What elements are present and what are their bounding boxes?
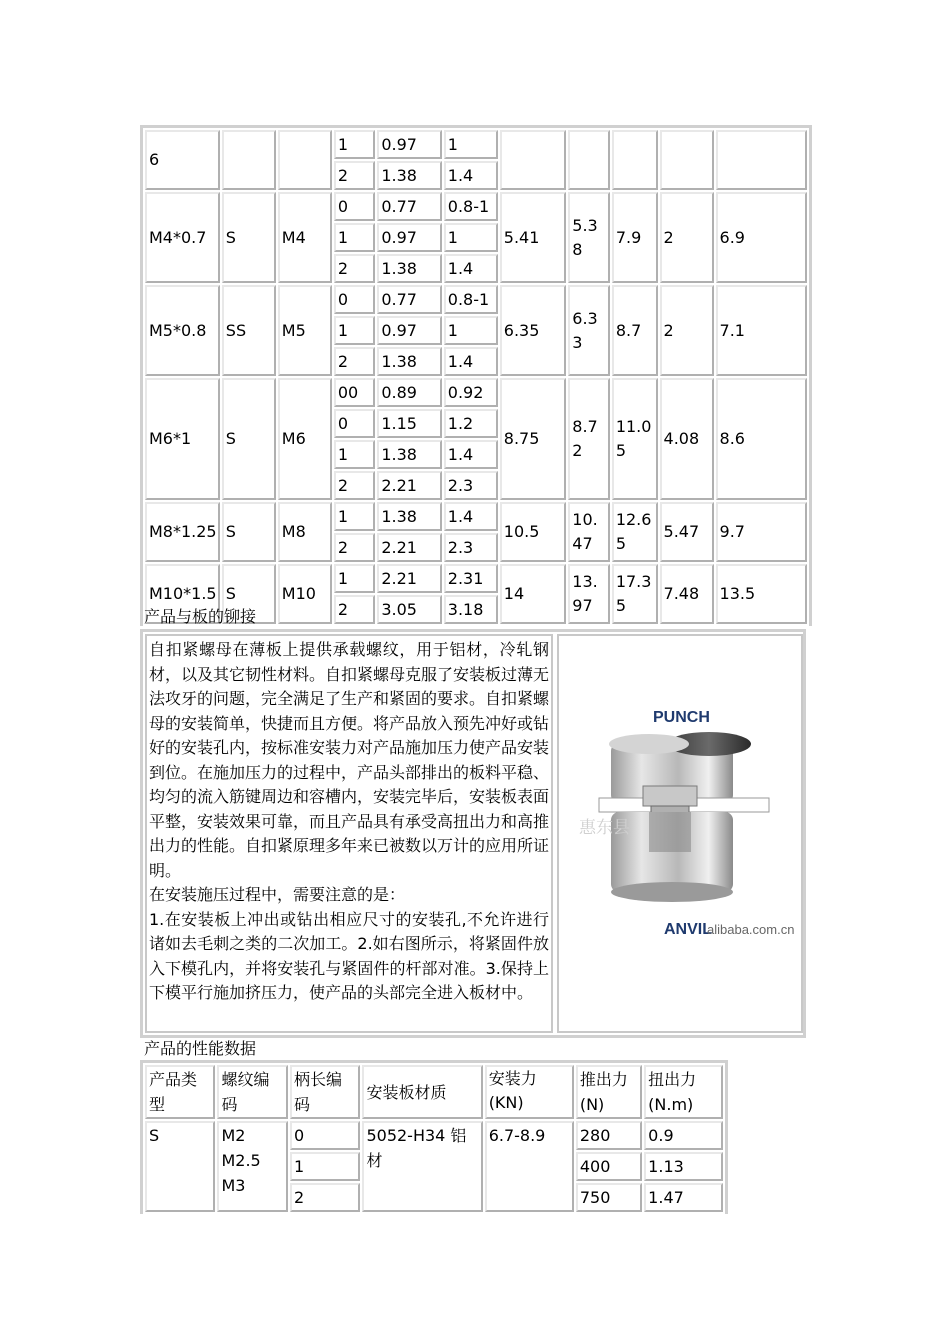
- sheet-thickness-cell: 0.97: [377, 316, 441, 345]
- torque-out-cell: 1.47: [644, 1183, 723, 1212]
- dimension-cell: 4.08: [660, 378, 714, 500]
- performance-row: [145, 1121, 723, 1150]
- header-cell: 螺纹编码: [217, 1065, 287, 1119]
- header-cell: 安装板材质: [362, 1065, 482, 1119]
- sheet-thickness-cell: 1.38: [377, 440, 441, 469]
- hole-size-cell: 1.4: [444, 440, 498, 469]
- caption-performance: 产品的性能数据: [144, 1039, 257, 1058]
- hole-size-cell: 1.4: [444, 254, 498, 283]
- torque-out-cell: 1.13: [644, 1152, 723, 1181]
- spec-table: [143, 128, 809, 626]
- shank-code-cell: 1: [334, 564, 376, 593]
- dimension-cell: [500, 130, 566, 190]
- sheet-thickness-cell: 0.77: [377, 285, 441, 314]
- riveting-description: [145, 634, 553, 1033]
- dimension-cell: 7.9: [612, 192, 658, 283]
- shank-code-cell: 1: [334, 130, 376, 159]
- shank-code-cell: 1: [334, 223, 376, 252]
- dimension-cell: [568, 130, 610, 190]
- code-cell: M8: [278, 502, 332, 562]
- header-cell: 扭出力(N.m): [644, 1065, 723, 1119]
- thread-spec-cell: M8*1.25: [145, 502, 220, 562]
- sheet-thickness-cell: 1.38: [377, 254, 441, 283]
- shank-code-cell: 0: [290, 1121, 360, 1150]
- push-out-cell: 280: [576, 1121, 642, 1150]
- hole-size-cell: 3.18: [444, 595, 498, 624]
- shank-code-cell: 2: [334, 161, 376, 190]
- install-force-cell: 6.7-8.9: [485, 1121, 574, 1212]
- sheet-thickness-cell: 3.05: [377, 595, 441, 624]
- code-cell: M10: [278, 564, 332, 624]
- sheet-thickness-cell: 2.21: [377, 471, 441, 500]
- type-cell: SS: [222, 285, 276, 376]
- spec-table-body: [145, 130, 807, 624]
- spec-table-wrapper: [140, 125, 812, 626]
- dimension-cell: 5.41: [500, 192, 566, 283]
- spec-row: [145, 285, 807, 314]
- dimension-cell: 17.35: [612, 564, 658, 624]
- watermark-chinese: 惠东县: [579, 818, 630, 837]
- shank-code-cell: 2: [334, 533, 376, 562]
- hole-size-cell: 1.4: [444, 161, 498, 190]
- dimension-cell: [716, 130, 807, 190]
- shank-code-cell: 1: [334, 502, 376, 531]
- punch-anvil-image: [557, 634, 803, 1033]
- caption-riveting: 产品与板的铆接: [144, 607, 257, 626]
- sheet-thickness-cell: 2.21: [377, 533, 441, 562]
- punch-label: PUNCH: [653, 709, 710, 726]
- description-paragraph: 自扣紧螺母在薄板上提供承载螺纹，用于铝材，冷轧钢材，以及其它韧性材料。自扣紧螺母克服了安装板过薄无法攻牙的问题，完全满足了生产和紧固的要求。自扣紧螺母的安装简单，快捷而且方便。将产品放入预先冲好或钻好的安装孔内，按标准安装力对产品施加压力使产品安装到位。在施加压力的过程中，产品头部排出的板料平稳、均匀的流入筋键周边和容槽内，安装完毕后，安装板表面平整，安装效果可靠，而且产品具有承受高扭出力和高推出力的性能。自扣紧原理多年来已被数以万计的应用所证明。: [149, 640, 550, 880]
- dimension-cell: 8.72: [568, 378, 610, 500]
- anvil-hole: [649, 812, 691, 852]
- anvil-bottom: [611, 882, 733, 902]
- performance-table-wrapper: [140, 1060, 728, 1214]
- sheet-thickness-cell: 0.97: [377, 130, 441, 159]
- shank-code-cell: 2: [334, 347, 376, 376]
- push-out-cell: 400: [576, 1152, 642, 1181]
- hole-size-cell: 0.8-1: [444, 192, 498, 221]
- riveting-section: [140, 629, 806, 1038]
- shank-code-cell: 1: [334, 316, 376, 345]
- hole-size-cell: 0.8-1: [444, 285, 498, 314]
- sheet-thickness-cell: 2.21: [377, 564, 441, 593]
- notes-paragraph: 1.在安装板上冲出或钻出相应尺寸的安装孔,不允许进行诸如去毛刺之类的二次加工。2.如右图所示，将紧固件放入下模孔内，并将安装孔与紧固件的杆部对准。3.保持上下模平行施加挤压力，使产品的头部完全进入板材中。: [149, 909, 549, 1002]
- dimension-cell: 10.5: [500, 502, 566, 562]
- dimension-cell: 10.47: [568, 502, 610, 562]
- hole-size-cell: 1.4: [444, 502, 498, 531]
- dimension-cell: [660, 130, 714, 190]
- punch-top-light: [609, 734, 689, 754]
- material-cell: 5052-H34 铝材: [362, 1121, 482, 1212]
- shank-code-cell: 0: [334, 192, 376, 221]
- performance-header-row: [145, 1065, 723, 1119]
- shank-code-cell: 00: [334, 378, 376, 407]
- dimension-cell: 6.33: [568, 285, 610, 376]
- sheet-thickness-cell: 1.38: [377, 161, 441, 190]
- shank-code-cell: 2: [334, 471, 376, 500]
- spec-row: [145, 192, 807, 221]
- thread-spec-cell: M10*1.5: [145, 564, 220, 624]
- sheet-thickness-cell: 1.38: [377, 347, 441, 376]
- punch-anvil-diagram: [559, 636, 801, 1031]
- thread-spec-cell: 6: [145, 130, 220, 190]
- sheet-thickness-cell: 0.97: [377, 223, 441, 252]
- spec-row: [145, 378, 807, 407]
- sheet-thickness-cell: 0.77: [377, 192, 441, 221]
- type-cell: S: [222, 502, 276, 562]
- anvil-label: ANVIL: [664, 921, 712, 938]
- code-cell: M5: [278, 285, 332, 376]
- dimension-cell: [612, 130, 658, 190]
- dimension-cell: 14: [500, 564, 566, 624]
- dimension-cell: 6.35: [500, 285, 566, 376]
- dimension-cell: 13.5: [716, 564, 807, 624]
- dimension-cell: 7.48: [660, 564, 714, 624]
- dimension-cell: 8.75: [500, 378, 566, 500]
- shank-code-cell: 1: [290, 1152, 360, 1181]
- dimension-cell: 11.05: [612, 378, 658, 500]
- spec-row: [145, 502, 807, 531]
- thread-spec-cell: M4*0.7: [145, 192, 220, 283]
- performance-table: [143, 1063, 725, 1214]
- product-type-cell: S: [145, 1121, 215, 1212]
- header-cell: 安装力(KN): [485, 1065, 574, 1119]
- spec-row: [145, 130, 807, 159]
- dimension-cell: 9.7: [716, 502, 807, 562]
- code-cell: M6: [278, 378, 332, 500]
- shank-code-cell: 0: [334, 285, 376, 314]
- hole-size-cell: 1: [444, 223, 498, 252]
- shank-code-cell: 2: [290, 1183, 360, 1212]
- code-cell: M4: [278, 192, 332, 283]
- dimension-cell: 12.65: [612, 502, 658, 562]
- hole-size-cell: 1: [444, 130, 498, 159]
- type-cell: S: [222, 378, 276, 500]
- thread-spec-cell: M5*0.8: [145, 285, 220, 376]
- type-cell: S: [222, 564, 276, 624]
- dimension-cell: 13.97: [568, 564, 610, 624]
- thread-spec-cell: M6*1: [145, 378, 220, 500]
- shank-code-cell: 2: [334, 254, 376, 283]
- dimension-cell: 8.7: [612, 285, 658, 376]
- hole-size-cell: 0.92: [444, 378, 498, 407]
- sheet-thickness-cell: 1.15: [377, 409, 441, 438]
- watermark-alibaba: alibaba.com.cn: [707, 922, 795, 937]
- dimension-cell: 5.47: [660, 502, 714, 562]
- dimension-cell: 6.9: [716, 192, 807, 283]
- torque-out-cell: 0.9: [644, 1121, 723, 1150]
- dimension-cell: 2: [660, 285, 714, 376]
- type-cell: [222, 130, 276, 190]
- hole-size-cell: 1.4: [444, 347, 498, 376]
- shank-code-cell: 1: [334, 440, 376, 469]
- header-cell: 柄长编码: [290, 1065, 360, 1119]
- header-cell: 产品类型: [145, 1065, 215, 1119]
- spec-row: [145, 564, 807, 593]
- code-cell: [278, 130, 332, 190]
- hole-size-cell: 1.2: [444, 409, 498, 438]
- hole-size-cell: 2.3: [444, 471, 498, 500]
- nut-head: [643, 786, 697, 806]
- shank-code-cell: 0: [334, 409, 376, 438]
- header-cell: 推出力(N): [576, 1065, 642, 1119]
- type-cell: S: [222, 192, 276, 283]
- sheet-thickness-cell: 0.89: [377, 378, 441, 407]
- notes-heading: 在安装施压过程中，需要注意的是：: [149, 885, 406, 904]
- hole-size-cell: 2.31: [444, 564, 498, 593]
- thread-code-cell: M2 M2.5 M3: [217, 1121, 287, 1212]
- shank-code-cell: 2: [334, 595, 376, 624]
- sheet-thickness-cell: 1.38: [377, 502, 441, 531]
- hole-size-cell: 2.3: [444, 533, 498, 562]
- dimension-cell: 8.6: [716, 378, 807, 500]
- hole-size-cell: 1: [444, 316, 498, 345]
- dimension-cell: 2: [660, 192, 714, 283]
- dimension-cell: 7.1: [716, 285, 807, 376]
- dimension-cell: 5.38: [568, 192, 610, 283]
- push-out-cell: 750: [576, 1183, 642, 1212]
